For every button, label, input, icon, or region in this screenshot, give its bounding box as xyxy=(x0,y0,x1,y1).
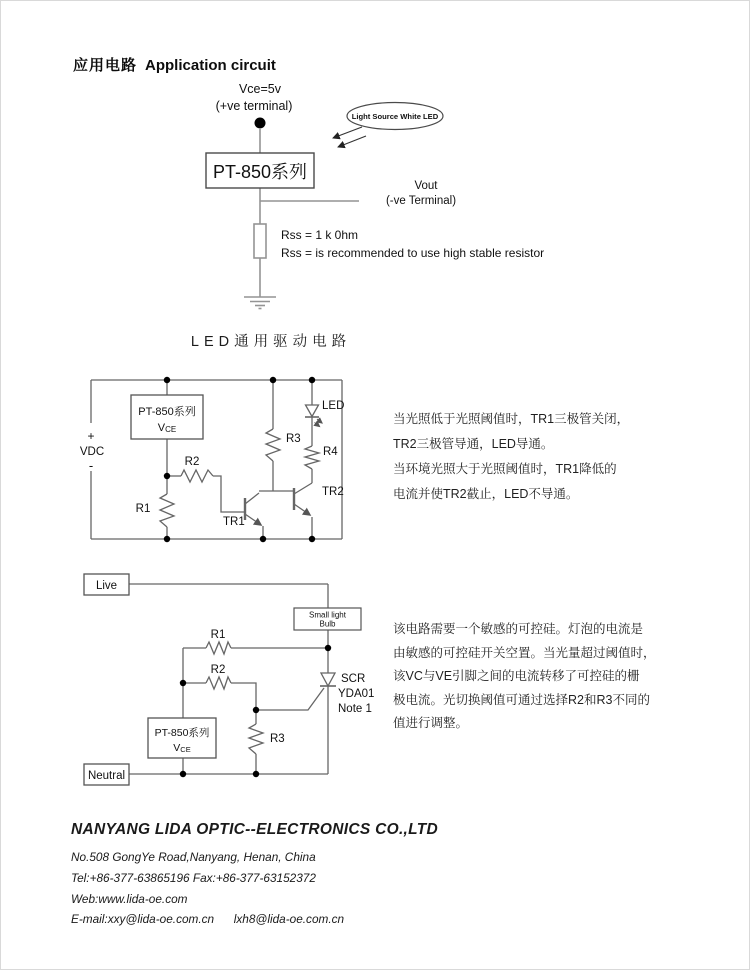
rss-note-label: Rss = is recommended to use high stable resistor xyxy=(281,246,545,260)
circuit2-diagram xyxy=(71,361,381,556)
led-circuit-heading: LED通用驱动电路 xyxy=(190,334,352,350)
led-icon xyxy=(305,405,322,427)
company-address: No.508 GongYe Road,Nanyang, Henan, China xyxy=(71,850,316,864)
tr2-transistor xyxy=(294,483,312,515)
company-email: E-mail:xxy@lida-oe.com.cn lxh8@lida-oe.com.cn xyxy=(71,912,345,927)
live-label: Live xyxy=(95,580,118,592)
circuit2-description xyxy=(393,407,698,507)
sensor-box-label: PT-850系列 xyxy=(212,162,308,182)
scr-note-label: Note 1 xyxy=(338,703,372,715)
scr-label: SCR xyxy=(341,673,366,685)
desc2-line2: TR2三极管导通，LED导通。 xyxy=(393,437,554,451)
sensor-box-c2-line1: PT-850系列 xyxy=(138,406,196,418)
vce-label: Vce=5v xyxy=(238,82,282,96)
desc3-line2: 由敏感的可控硅开关空置。当光量超过阈值时， xyxy=(393,645,656,660)
circuit3-description xyxy=(393,618,703,736)
vout-sub-label: (-ve Terminal) xyxy=(385,195,457,207)
bulb-label-line2: Bulb xyxy=(319,619,336,629)
company-web: Web:www.lida-oe.com xyxy=(71,891,188,906)
scr-icon xyxy=(320,673,336,686)
page-title-en: Application circuit xyxy=(145,57,276,74)
footer xyxy=(71,821,438,930)
vout-label: Vout xyxy=(414,180,438,192)
vdc-minus-label: - xyxy=(88,458,94,473)
circuit3-diagram xyxy=(71,561,381,796)
r1-label-c3: R1 xyxy=(210,629,226,641)
scr-model-label: YDA01 xyxy=(338,688,375,700)
desc3-line4: 极电流。光切换阈值可通过选择R2和R3不同的 xyxy=(393,692,650,707)
neutral-label: Neutral xyxy=(87,770,126,782)
vce-sub: CE xyxy=(165,425,177,434)
company-name: NANYANG LIDA OPTIC--ELECTRONICS CO.,LTD xyxy=(71,821,439,838)
desc2-line1: 当光照低于光照阈值时，TR1三极管关闭， xyxy=(393,412,630,426)
desc3-line3: 该VC与VE引脚之间的电流转移了可控硅的栅 xyxy=(393,669,640,683)
r3-label-c2: R3 xyxy=(286,433,301,445)
desc3-line1: 该电路需要一个敏感的可控硅。灯泡的电流是 xyxy=(393,622,644,636)
desc2-line4: 电流并使TR2截止，LED不导通。 xyxy=(393,487,579,501)
rss-value-label: Rss = 1 k 0hm xyxy=(281,228,359,242)
r2-label-c3: R2 xyxy=(210,664,226,676)
circuit1-diagram xyxy=(1,77,561,317)
tr1-transistor xyxy=(245,493,261,525)
positive-terminal-dot xyxy=(255,118,266,129)
tr2-label-c2: TR2 xyxy=(322,486,344,498)
vce-v: V xyxy=(157,422,166,434)
company-telfax: Tel:+86-377-63865196 Fax:+86-377-63152372 xyxy=(71,870,316,885)
tr1-label-c2: TR1 xyxy=(223,516,245,528)
page-title xyxy=(73,54,276,75)
vce-v-c3: V xyxy=(173,742,181,754)
led-label-c2: LED xyxy=(322,400,345,412)
sensor-box-c3-line1: PT-850系列 xyxy=(154,727,210,739)
bulb-label-line1: Small light xyxy=(309,610,346,620)
page-title-zh: 应用电路 xyxy=(73,57,138,74)
rss-resistor xyxy=(254,224,266,258)
desc3-line5: 值进行调整。 xyxy=(393,716,469,730)
r4-label-c2: R4 xyxy=(323,446,338,458)
circuit2-wires xyxy=(88,380,345,539)
r2-label-c2: R2 xyxy=(184,456,200,468)
r1-label-c2: R1 xyxy=(135,503,151,515)
light-source-label: Light Source White LED xyxy=(351,112,439,121)
vce-sub-c3: CE xyxy=(180,745,191,754)
vdc-plus-label: + xyxy=(87,429,95,443)
r3-label-c3: R3 xyxy=(270,733,285,745)
vce-sub-label: (+ve terminal) xyxy=(215,99,293,113)
desc2-line3: 当环境光照大于光照阈值时，TR1降低的 xyxy=(393,462,617,476)
vdc-label: VDC xyxy=(79,446,105,458)
light-rays-icon xyxy=(333,127,366,147)
